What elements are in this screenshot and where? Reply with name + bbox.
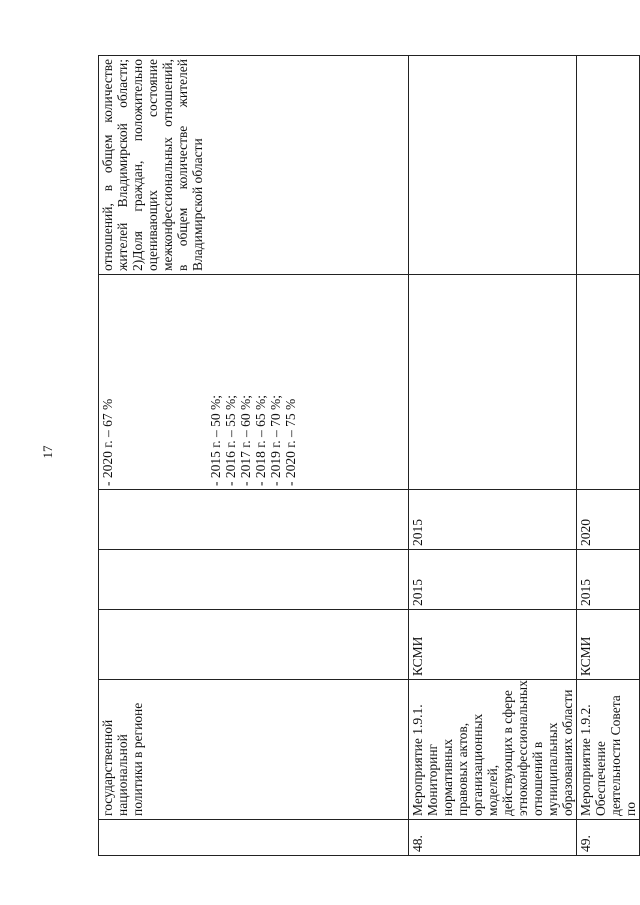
indicator-cell — [577, 56, 640, 275]
start-year: 2015 — [577, 550, 640, 610]
indicator-text: отношений, в общем количестве жителей Владимирской области; 2)Доля граждан, положительно оценивающих состояние межконфессиональных отношений, в общем количестве жителей Владимирской области — [100, 59, 205, 271]
cell-num-empty — [99, 820, 409, 856]
rotated-table-wrapper — [98, 56, 638, 856]
cell-executor-empty — [99, 610, 409, 680]
table-row-continuation — [99, 56, 409, 856]
target-value-line: - 2019 г. – 70 %; — [268, 394, 283, 486]
activity-name: Мероприятие 1.9.2. Обеспечение деятельности Совета по — [577, 680, 640, 820]
activity-name-text: государственной национальной политики в регионе — [100, 702, 145, 816]
program-table — [98, 55, 640, 856]
cell-name-continuation — [99, 680, 409, 820]
target-value-line: - 2020 г. – 75 % — [283, 398, 298, 486]
end-year: 2015 — [409, 490, 577, 550]
target-value-line: - 2017 г. – 60 %; — [238, 394, 253, 486]
executor: КСМИ — [409, 610, 577, 680]
target-cell — [577, 275, 640, 490]
row-number: 49. — [577, 820, 640, 856]
table-viewport — [98, 56, 638, 856]
target-cell — [409, 275, 577, 490]
table-row — [577, 56, 640, 856]
cell-indicator-text — [99, 56, 409, 275]
start-year: 2015 — [409, 550, 577, 610]
target-value-line: - 2016 г. – 55 %; — [223, 394, 238, 486]
target-value-line: - 2020 г. – 67 % — [100, 398, 115, 486]
cell-end-empty — [99, 490, 409, 550]
page-number: 17 — [40, 445, 55, 459]
target-spacer — [115, 278, 208, 486]
row-number: 48. — [409, 820, 577, 856]
table-row — [409, 56, 577, 856]
activity-name: Мероприятие 1.9.1. Мониторинг нормативных правовых актов, организационных моделей, действующих в сфере этноконфессиональных отношений в муниципальных образованиях области — [409, 680, 577, 820]
indicator-cell — [409, 56, 577, 275]
cell-target-values — [99, 275, 409, 490]
cell-start-empty — [99, 550, 409, 610]
target-value-line: - 2018 г. – 65 %; — [253, 394, 268, 486]
end-year: 2020 — [577, 490, 640, 550]
executor: КСМИ — [577, 610, 640, 680]
target-value-line: - 2015 г. – 50 %; — [208, 394, 223, 486]
